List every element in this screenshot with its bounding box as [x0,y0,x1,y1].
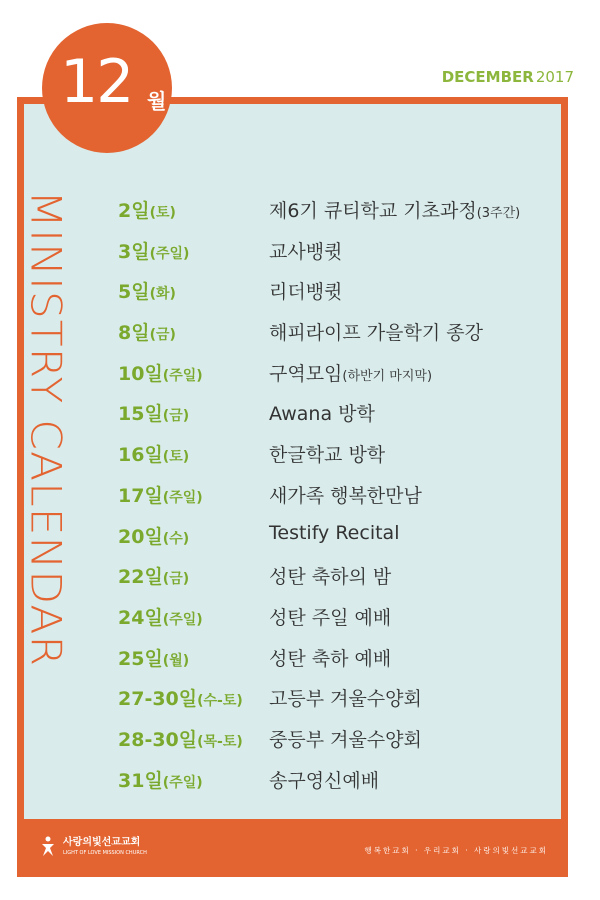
footer [17,819,568,877]
event-title-text: 성탄 축하 예배 [269,647,392,670]
event-row [118,359,558,400]
event-weekday: (금) [162,571,190,588]
event-date-number: 17일 [118,484,163,507]
event-weekday: (주일) [162,774,203,791]
event-weekday: (주일) [162,489,203,506]
event-date-number: 5일 [118,281,150,304]
event-row [118,562,558,603]
event-title-text: 구역모임 [269,362,343,385]
event-row [118,399,558,440]
event-date-number: 10일 [118,362,163,385]
event-title-text: 송구영신예배 [269,769,380,792]
event-row [118,766,558,807]
event-row [118,318,558,359]
event-list [118,196,558,806]
event-weekday: (월) [162,652,190,669]
month-name: DECEMBER [441,68,534,86]
event-row [118,725,558,766]
vertical-title: MINISTRY CALENDAR [21,190,70,668]
church-name-english: LIGHT OF LOVE MISSION CHURCH [63,850,147,856]
event-title [269,562,391,589]
event-weekday: (주일) [149,245,190,262]
event-weekday: (주일) [162,367,203,384]
event-date [118,277,176,304]
event-date-number: 3일 [118,240,150,263]
event-date-number: 31일 [118,769,163,792]
event-title-text: 교사뱅큇 [269,240,343,263]
event-title-text: 새가족 행복한만남 [269,484,422,507]
event-date-number: 20일 [118,525,163,548]
event-note: (하반기 마지막) [342,368,433,384]
event-row [118,196,558,237]
month-badge [42,23,172,153]
event-date [118,318,176,345]
event-date-number: 15일 [118,403,163,426]
event-weekday: (화) [149,286,176,303]
event-weekday: (금) [149,327,176,344]
event-title [269,237,342,264]
event-date [118,196,176,223]
church-name: 사랑의빛선교교회 [63,837,141,848]
event-weekday: (수) [162,530,190,547]
event-date-number: 8일 [118,322,150,345]
event-date-number: 24일 [118,606,163,629]
event-title [269,766,379,793]
month-number: 12 [60,47,133,117]
event-title [269,359,432,386]
event-date [118,684,243,711]
event-row [118,603,558,644]
event-date [118,644,189,671]
event-title [269,725,422,752]
event-title [269,399,375,426]
event-date-number: 22일 [118,566,163,589]
event-row [118,277,558,318]
event-title-text: 고등부 겨울수양회 [269,688,422,711]
event-title-text: Testify Recital [269,521,400,544]
event-date [118,603,203,630]
month-unit: 월 [147,89,167,113]
event-date [118,522,189,549]
event-title-text: 한글학교 방학 [269,444,386,467]
event-title-text: 성탄 주일 예배 [269,606,392,629]
event-title [269,196,520,223]
event-date-number: 2일 [118,200,150,222]
event-title [269,644,391,671]
event-date [118,725,243,752]
event-title [269,318,483,345]
event-title [269,522,399,544]
event-weekday: (수-토) [197,693,243,710]
event-weekday: (금) [162,408,190,425]
event-weekday: (주일) [162,611,203,628]
event-title [269,277,342,304]
event-title [269,603,391,630]
event-note: (3주간) [476,206,521,221]
church-logo-icon [39,836,57,858]
event-title [269,440,385,467]
event-date [118,399,189,426]
event-date-number: 27-30일 [118,688,198,711]
event-date [118,237,189,264]
event-date [118,766,203,793]
event-weekday: (목-토) [197,733,243,750]
event-row [118,644,558,685]
event-date [118,440,189,467]
church-logo [39,836,147,858]
month-year-label [442,68,574,86]
event-date-number: 25일 [118,647,163,670]
event-title-text: Awana 방학 [269,403,375,426]
event-title [269,481,422,508]
event-row [118,440,558,481]
event-title-text: 리더뱅큇 [269,281,343,304]
event-row [118,237,558,278]
event-date [118,481,203,508]
event-row [118,522,558,563]
event-title-text: 제6기 큐티학교 기초과정 [269,200,477,222]
event-date [118,562,189,589]
event-title-text: 성탄 축하의 밤 [269,566,392,589]
event-weekday: (토) [162,449,190,466]
church-list: 행복한교회 · 우리교회 · 사랑의빛선교교회 [364,846,548,855]
event-title-text: 해피라이프 가을학기 종강 [269,322,483,345]
event-row [118,481,558,522]
event-date-number: 28-30일 [118,728,198,751]
event-row [118,684,558,725]
event-title-text: 중등부 겨울수양회 [269,728,422,751]
event-weekday: (토) [149,205,176,221]
event-date-number: 16일 [118,444,163,467]
event-title [269,684,422,711]
year: 2017 [535,68,574,86]
event-date [118,359,203,386]
